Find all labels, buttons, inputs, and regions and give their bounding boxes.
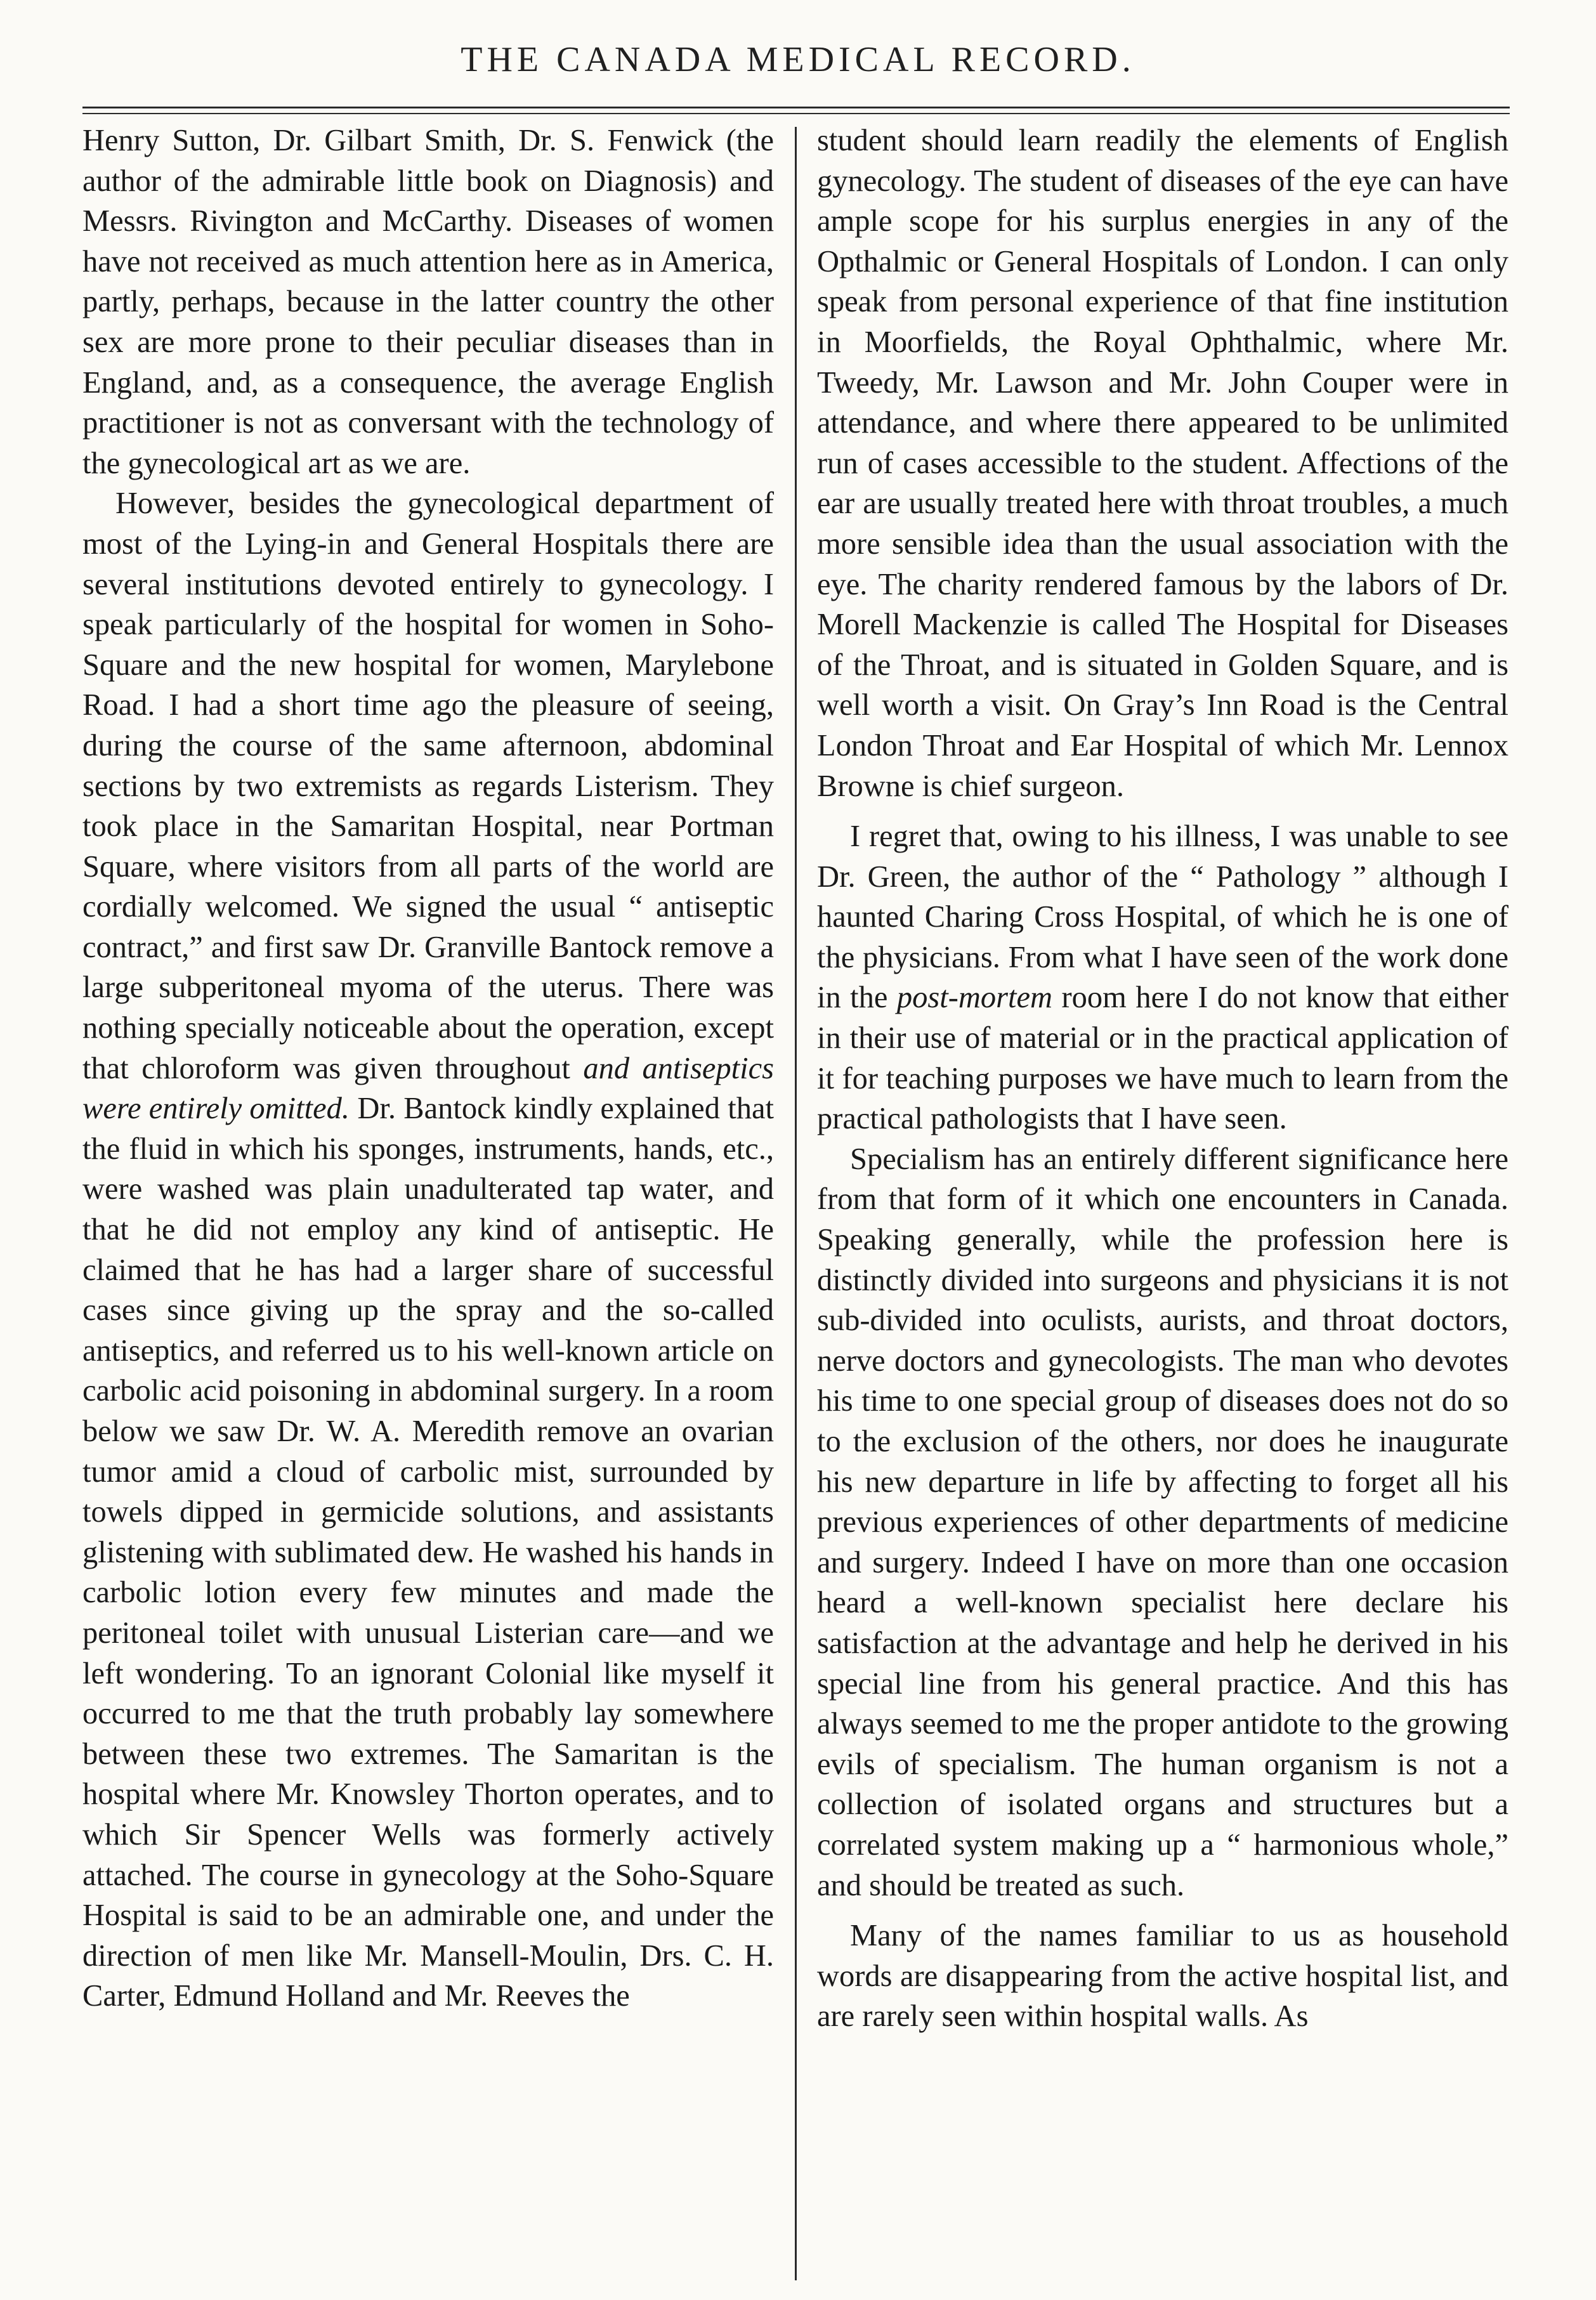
paragraph-text: Dr. Bantock kindly explained that the fluid in which his sponges, instruments, hands, etc., were washed was plain unadulterated tap water, and that he did not employ any kind of antiseptic. He claimed that he has had a larger share of successful cases since giving up the spray and the so-called antiseptics, and referred us to his well-known article on carbolic acid poisoning in abdominal surgery. In a room below we saw Dr. W. A. Meredith remove an ovarian tumor amid a cloud of carbolic mist, surrounded by towels dipped in germicide solutions, and assistants glistening with sublimated dew. He washed his hands in carbolic lotion every few minutes and made the peritoneal toilet with unusual Listerian care—and we left wondering. To an ignorant Colonial like myself it occurred to me that the truth probably lay somewhere between these two extremes. The Samaritan is the hospital where Mr. Knowsley Thorton operates, and to which Sir Spencer Wells was formerly actively attached. The course in gynecology at the Soho-Square Hospital is said to be an admirable one, and under the direction of men like Mr. Mansell-Moulin, Drs. C. H. Carter, Edmund Holland and Mr. Reeves the (82, 1092, 774, 2013)
header-rule (82, 107, 1510, 108)
italic-emphasis: post-mortem (896, 981, 1053, 1015)
column-divider (795, 127, 797, 2280)
running-header: THE CANADA MEDICAL RECORD. (461, 40, 1135, 79)
paragraph-samaritan-hospital (82, 483, 774, 2016)
paragraph-specialism: Specialism has an entirely different significance here from that form of it which one encounters in Canada. Speaking generally, while the profession here is distinctly divided into surgeons and physicians it is not sub-divided into oculists, aurists, and throat doctors, nerve doctors and gynecologists. The man who devotes his time to one special group of diseases does not do so to the exclusion of the others, nor does he inaugurate his new departure in life by affecting to forget all his previous experiences of other departments of medicine and surgery. Indeed I have on more than one occasion heard a well-known specialist here declare his satisfaction at the advantage and help he derived in his special line from his general practice. And this has always seemed to me the proper antidote to the growing evils of specialism. The human organism is not a collection of isolated organs and structures but a correlated system making up a “ harmonious whole,” and should be treated as such. (817, 1142, 1508, 1902)
paragraph-text: However, besides the gynecological department of most of the Lying-in and General Hospitals there are several institutions devoted entirely to gynecology. I speak particularly of the hospital for women in Soho-Square and the new hospital for women, Marylebone Road. I had a short time ago the pleasure of seeing, during the course of the same afternoon, abdominal sections by two extremists as regards Listerism. They took place in the Samaritan Hospital, near Portman Square, where visitors from all parts of the world are cordially welcomed. We signed the usual “ antiseptic contract,” and first saw Dr. Granville Bantock remove a large subperitoneal myoma of the uterus. There was nothing specially noticeable about the operation, except that chloroform was given throughout (82, 487, 774, 1085)
right-column (817, 121, 1508, 2037)
paragraph-pathology (817, 816, 1508, 1139)
paragraph-text: room here I do not know that either in their use of material or in the practical application of it for teaching purposes we have much to learn from the practical pathologists that I have seen. (817, 981, 1508, 1136)
italic-emphasis: and antiseptics were entirely omitted. (82, 1051, 775, 1126)
paragraph-continued: Henry Sutton, Dr. Gilbart Smith, Dr. S. Fenwick (the author of the admirable little book on Diagnosis) and Messrs. Rivington and McCarthy. Diseases of women have not received as much attention here as in America, partly, perhaps, because in the latter country the other sex are more prone to their peculiar diseases than in England, and, as a consequence, the average English practitioner is not as conversant with the technology of the gynecological art as we are. (82, 124, 774, 480)
left-column (82, 121, 774, 2016)
header-rule-secondary (82, 113, 1510, 114)
paragraph-household-names: Many of the names familiar to us as household words are disappearing from the active hospital list, and are rarely seen within hospital walls. As (817, 1919, 1508, 2034)
paragraph-text: I regret that, owing to his illness, I was unable to see Dr. Green, the author of the “ Pathology ” although I haunted Charing Cross Hospital, of which he is one of the physicians. From what I have seen of the work done in the (817, 820, 1508, 1015)
paragraph-continued: student should learn readily the elements of English gynecology. The student of diseases of the eye can have ample scope for his surplus energies in any of the Opthalmic or General Hospitals of London. I can only speak from personal experience of that fine institution in Moorfields, the Royal Ophthalmic, where Mr. Tweedy, Mr. Lawson and Mr. John Couper were in attendance, and where there appeared to be unlimited run of cases accessible to the student. Affections of the ear are usually treated here with throat troubles, a much more sensible idea than the usual association with the eye. The charity rendered famous by the labors of Dr. Morell Mackenzie is called The Hospital for Diseases of the Throat, and is situated in Golden Square, and is well worth a visit. On Gray’s Inn Road is the Central London Throat and Ear Hospital of which Mr. Lennox Browne is chief surgeon. (817, 124, 1508, 803)
